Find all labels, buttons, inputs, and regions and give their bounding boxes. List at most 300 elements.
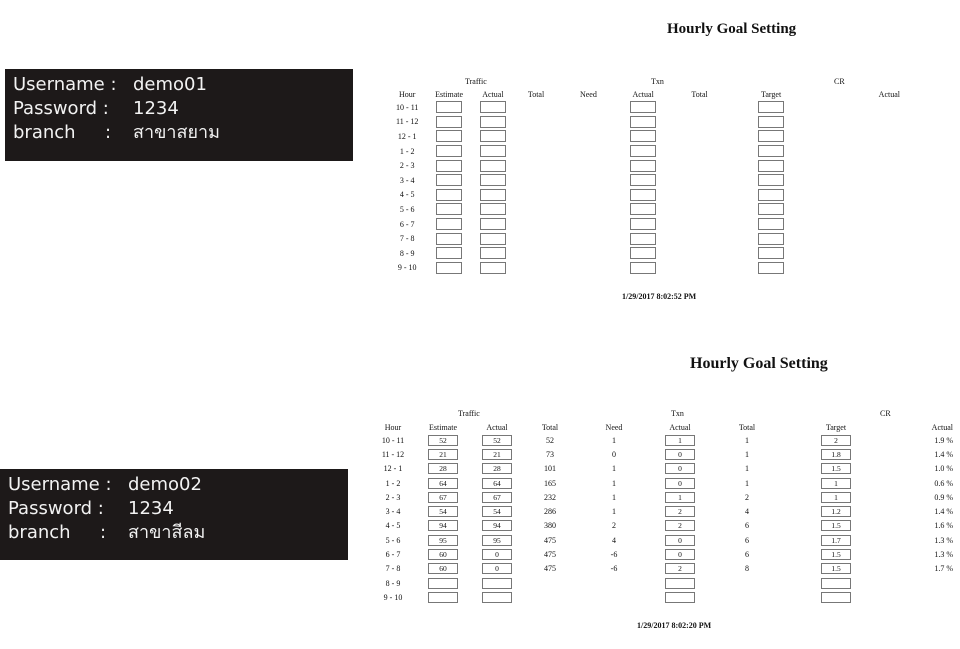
credentials-box-1	[5, 69, 353, 161]
table-row	[373, 490, 953, 504]
actual-input[interactable]: 94	[482, 520, 512, 531]
need-cell	[560, 115, 617, 130]
estimate-input[interactable]: 94	[428, 520, 458, 531]
actual-input[interactable]: 67	[482, 492, 512, 503]
estimate-cell	[424, 129, 473, 144]
need-cell	[560, 261, 617, 276]
txn-actual-cell	[617, 246, 670, 261]
estimate-cell	[413, 433, 473, 447]
target-cell	[783, 462, 889, 476]
username-label: Username :	[8, 474, 112, 495]
target-cell	[730, 246, 813, 261]
actual-input[interactable]	[480, 218, 506, 230]
txn-actual-cell	[617, 100, 670, 115]
total-cell: 380	[544, 521, 556, 531]
hour-cell: 9 - 10	[383, 592, 403, 602]
table-row	[373, 447, 953, 461]
need-cell: 0	[612, 449, 616, 459]
need-cell	[560, 144, 617, 159]
column-header-target: Target	[761, 90, 782, 99]
actual-input[interactable]	[482, 578, 512, 589]
hour-cell: 10 - 11	[381, 435, 405, 445]
actual-cell	[474, 217, 512, 232]
actual-input[interactable]: 52	[482, 435, 512, 446]
column-header-txn-actual: Actual	[632, 90, 654, 99]
actual-input[interactable]: 54	[482, 506, 512, 517]
need-cell	[560, 202, 617, 217]
target-cell	[783, 562, 889, 576]
txn-total-cell: 6	[745, 535, 749, 545]
target-input[interactable]	[758, 218, 784, 230]
actual-cell	[473, 590, 521, 604]
estimate-cell	[413, 547, 473, 561]
hour-cell: 2 - 3	[385, 492, 401, 502]
actual-input[interactable]	[480, 145, 506, 157]
target-input[interactable]	[758, 145, 784, 157]
cr-actual-cell: 1.3 %	[934, 550, 953, 560]
cr-actual-cell: 1.6 %	[934, 521, 953, 531]
txn-actual-input[interactable]	[630, 130, 656, 142]
txn-actual-input[interactable]: 0	[665, 549, 695, 560]
estimate-input[interactable]	[428, 592, 458, 603]
total-cell	[512, 246, 560, 261]
estimate-input[interactable]	[436, 160, 462, 172]
estimate-input[interactable]	[428, 578, 458, 589]
estimate-cell	[413, 504, 473, 518]
column-header-hour: Hour	[384, 423, 402, 432]
estimate-cell	[413, 590, 473, 604]
actual-input[interactable]: 28	[482, 463, 512, 474]
target-cell	[730, 261, 813, 276]
estimate-input[interactable]: 52	[428, 435, 458, 446]
column-header-need: Need	[605, 423, 623, 432]
target-cell	[730, 158, 813, 173]
actual-input[interactable]	[480, 130, 506, 142]
target-cell	[783, 547, 889, 561]
username-value: demo02	[128, 474, 202, 495]
table-row	[390, 231, 900, 246]
target-input[interactable]	[758, 101, 784, 113]
txn-actual-input[interactable]: 0	[665, 478, 695, 489]
actual-input[interactable]: 64	[482, 478, 512, 489]
hour-cell: 4 - 5	[399, 190, 415, 200]
estimate-cell	[413, 533, 473, 547]
column-header-need: Need	[579, 90, 597, 99]
actual-cell	[474, 246, 512, 261]
txn-actual-cell	[617, 144, 670, 159]
target-input[interactable]	[821, 592, 851, 603]
need-cell: 1	[612, 507, 616, 517]
target-input[interactable]	[758, 116, 784, 128]
column-header-cr-actual: Actual	[878, 90, 900, 99]
credentials-box-2	[0, 469, 348, 560]
txn-actual-cell	[649, 433, 711, 447]
hour-cell: 6 - 7	[385, 550, 401, 560]
hour-cell: 9 - 10	[397, 263, 417, 273]
txn-actual-input[interactable]: 1	[665, 435, 695, 446]
table-row	[390, 217, 900, 232]
txn-total-cell: 8	[745, 564, 749, 574]
estimate-input[interactable]: 21	[428, 449, 458, 460]
cr-actual-cell	[812, 100, 900, 115]
need-cell	[579, 590, 649, 604]
txn-actual-input[interactable]	[665, 592, 695, 603]
estimate-cell	[424, 246, 473, 261]
hour-cell: 10 - 11	[396, 102, 419, 112]
table-row	[390, 173, 900, 188]
actual-cell	[473, 462, 521, 476]
estimate-input[interactable]	[436, 145, 462, 157]
estimate-cell	[424, 261, 473, 276]
username-label: Username :	[13, 74, 117, 95]
target-cell	[783, 576, 889, 590]
total-cell: 165	[544, 478, 556, 488]
column-header-actual: Actual	[482, 90, 504, 99]
actual-input[interactable]	[480, 233, 506, 245]
target-cell	[730, 129, 813, 144]
target-cell	[783, 590, 889, 604]
actual-input[interactable]	[480, 116, 506, 128]
table-row	[373, 504, 953, 518]
estimate-input[interactable]: 67	[428, 492, 458, 503]
branch-value: สาขาสีลม	[128, 522, 206, 543]
target-input[interactable]: 1	[821, 492, 851, 503]
txn-actual-input[interactable]: 0	[665, 463, 695, 474]
table-row	[373, 519, 953, 533]
target-input[interactable]	[821, 578, 851, 589]
estimate-input[interactable]	[436, 174, 462, 186]
branch-colon: :	[100, 522, 107, 543]
hour-cell: 3 - 4	[385, 507, 401, 517]
actual-input[interactable]	[480, 160, 506, 172]
estimate-input[interactable]: 28	[428, 463, 458, 474]
page-title: Hourly Goal Setting	[690, 355, 828, 372]
column-header-txn-actual: Actual	[669, 423, 691, 432]
target-cell	[783, 519, 889, 533]
column-header-total: Total	[541, 423, 559, 432]
txn-actual-input[interactable]	[630, 101, 656, 113]
table-row	[390, 129, 900, 144]
table-row	[390, 100, 900, 115]
txn-actual-input[interactable]	[630, 160, 656, 172]
estimate-input[interactable]	[436, 130, 462, 142]
txn-actual-cell	[617, 158, 670, 173]
txn-actual-cell	[617, 202, 670, 217]
actual-cell	[474, 129, 512, 144]
need-cell: -6	[610, 564, 618, 574]
total-cell	[512, 217, 560, 232]
table-row	[373, 433, 953, 447]
txn-total-cell	[669, 173, 729, 188]
estimate-input[interactable]	[436, 233, 462, 245]
txn-actual-input[interactable]	[630, 218, 656, 230]
cr-actual-cell	[812, 261, 900, 276]
total-cell: 286	[544, 507, 556, 517]
need-cell	[560, 231, 617, 246]
actual-cell	[474, 202, 512, 217]
estimate-cell	[413, 576, 473, 590]
actual-input[interactable]	[480, 174, 506, 186]
header-row	[373, 422, 953, 433]
target-input[interactable]: 1.5	[821, 463, 851, 474]
estimate-input[interactable]: 95	[428, 535, 458, 546]
branch-value: สาขาสยาม	[133, 122, 221, 143]
txn-actual-input[interactable]	[630, 203, 656, 215]
txn-actual-cell	[649, 462, 711, 476]
txn-actual-input[interactable]: 1	[665, 492, 695, 503]
txn-actual-input[interactable]: 2	[665, 506, 695, 517]
txn-actual-cell	[649, 476, 711, 490]
target-cell	[730, 173, 813, 188]
need-cell	[560, 173, 617, 188]
estimate-input[interactable]	[436, 247, 462, 259]
hour-cell: 4 - 5	[385, 521, 401, 531]
need-cell: 2	[612, 521, 616, 531]
total-cell: 101	[544, 464, 556, 474]
txn-actual-cell	[617, 231, 670, 246]
txn-actual-cell	[617, 217, 670, 232]
estimate-input[interactable]: 64	[428, 478, 458, 489]
target-input[interactable]	[758, 174, 784, 186]
actual-cell	[473, 576, 521, 590]
actual-cell	[474, 231, 512, 246]
txn-total-cell	[711, 590, 783, 604]
cr-actual-cell	[812, 129, 900, 144]
table-row	[390, 188, 900, 203]
password-label: Password :	[13, 98, 109, 119]
actual-input[interactable]: 21	[482, 449, 512, 460]
target-cell	[783, 490, 889, 504]
goal-table	[390, 89, 900, 275]
branch-label: branch	[13, 122, 76, 143]
table-row	[373, 562, 953, 576]
estimate-input[interactable]	[436, 189, 462, 201]
cr-actual-cell	[812, 158, 900, 173]
target-input[interactable]	[758, 233, 784, 245]
target-input[interactable]: 1.5	[821, 549, 851, 560]
cr-actual-cell	[812, 144, 900, 159]
table-row	[390, 144, 900, 159]
actual-input[interactable]	[480, 262, 506, 274]
need-cell	[560, 246, 617, 261]
txn-actual-input[interactable]: 2	[665, 520, 695, 531]
hour-cell: 2 - 3	[399, 161, 415, 171]
cr-actual-cell: 1.7 %	[934, 564, 953, 574]
total-cell	[512, 202, 560, 217]
cr-actual-cell	[889, 576, 953, 590]
estimate-input[interactable]	[436, 218, 462, 230]
total-cell	[512, 173, 560, 188]
txn-total-cell	[669, 202, 729, 217]
estimate-input[interactable]	[436, 203, 462, 215]
password-value: 1234	[128, 498, 174, 519]
estimate-cell	[424, 100, 473, 115]
target-input[interactable]: 1.5	[821, 563, 851, 574]
txn-actual-cell	[649, 562, 711, 576]
actual-cell	[473, 476, 521, 490]
estimate-cell	[424, 115, 473, 130]
txn-actual-input[interactable]	[630, 262, 656, 274]
cr-actual-cell	[812, 246, 900, 261]
total-cell: 475	[544, 550, 556, 560]
estimate-input[interactable]: 60	[428, 563, 458, 574]
total-cell	[512, 158, 560, 173]
table-row	[373, 533, 953, 547]
txn-actual-cell	[649, 533, 711, 547]
txn-actual-input[interactable]	[630, 174, 656, 186]
actual-input[interactable]	[482, 592, 512, 603]
txn-total-cell: 6	[745, 521, 749, 531]
cr-actual-cell: 1.3 %	[934, 535, 953, 545]
txn-total-cell	[669, 129, 729, 144]
hour-cell: 3 - 4	[399, 175, 415, 185]
actual-input[interactable]: 0	[482, 549, 512, 560]
table-row	[373, 476, 953, 490]
estimate-cell	[424, 217, 473, 232]
txn-actual-input[interactable]: 0	[665, 449, 695, 460]
table-row	[390, 158, 900, 173]
txn-total-cell: 1	[745, 435, 749, 445]
txn-actual-input[interactable]: 0	[665, 535, 695, 546]
target-input[interactable]: 1.2	[821, 506, 851, 517]
table-row	[373, 547, 953, 561]
need-cell	[560, 158, 617, 173]
actual-input[interactable]: 95	[482, 535, 512, 546]
need-cell	[560, 217, 617, 232]
target-input[interactable]: 1	[821, 478, 851, 489]
txn-total-cell	[711, 576, 783, 590]
need-cell: 1	[612, 435, 616, 445]
password-value: 1234	[133, 98, 179, 119]
column-header-estimate: Estimate	[429, 423, 457, 432]
target-cell	[783, 533, 889, 547]
target-input[interactable]: 1.5	[821, 520, 851, 531]
total-cell	[512, 261, 560, 276]
txn-actual-input[interactable]	[665, 578, 695, 589]
header-row	[390, 89, 900, 100]
cr-actual-cell: 1.9 %	[934, 435, 953, 445]
target-cell	[783, 447, 889, 461]
cr-actual-cell: 0.6 %	[934, 478, 953, 488]
target-input[interactable]	[758, 203, 784, 215]
estimate-cell	[424, 202, 473, 217]
need-cell	[560, 188, 617, 203]
txn-actual-cell	[617, 188, 670, 203]
estimate-input[interactable]	[436, 101, 462, 113]
group-label-traffic: Traffic	[458, 409, 480, 418]
table-row	[373, 462, 953, 476]
txn-actual-input[interactable]	[630, 116, 656, 128]
txn-total-cell	[669, 100, 729, 115]
actual-input[interactable]	[480, 189, 506, 201]
estimate-input[interactable]: 54	[428, 506, 458, 517]
actual-input[interactable]: 0	[482, 563, 512, 574]
target-input[interactable]: 1.8	[821, 449, 851, 460]
need-cell: 1	[612, 478, 616, 488]
actual-cell	[474, 144, 512, 159]
txn-total-cell	[669, 231, 729, 246]
target-input[interactable]	[758, 189, 784, 201]
txn-total-cell: 1	[745, 478, 749, 488]
actual-cell	[474, 158, 512, 173]
txn-total-cell	[669, 188, 729, 203]
actual-cell	[473, 547, 521, 561]
need-cell	[560, 100, 617, 115]
total-cell: 52	[546, 435, 554, 445]
total-cell	[521, 576, 579, 590]
column-header-estimate: Estimate	[435, 90, 464, 99]
hour-cell: 1 - 2	[385, 478, 401, 488]
actual-cell	[474, 115, 512, 130]
group-label-traffic: Traffic	[465, 77, 487, 86]
hour-cell: 12 - 1	[383, 464, 403, 474]
estimate-input[interactable]	[436, 262, 462, 274]
target-cell	[783, 476, 889, 490]
cr-actual-cell: 0.9 %	[934, 492, 953, 502]
hour-cell: 5 - 6	[399, 204, 415, 214]
txn-total-cell	[669, 261, 729, 276]
txn-total-cell	[669, 144, 729, 159]
txn-actual-input[interactable]	[630, 189, 656, 201]
txn-actual-input[interactable]	[630, 145, 656, 157]
target-cell	[783, 504, 889, 518]
estimate-cell	[413, 490, 473, 504]
table-row	[390, 202, 900, 217]
estimate-input[interactable]: 60	[428, 549, 458, 560]
hour-cell: 11 - 12	[381, 449, 405, 459]
txn-actual-input[interactable]: 2	[665, 563, 695, 574]
hour-cell: 8 - 9	[385, 578, 401, 588]
actual-input[interactable]	[480, 101, 506, 113]
total-cell	[512, 129, 560, 144]
actual-input[interactable]	[480, 203, 506, 215]
txn-total-cell	[669, 115, 729, 130]
need-cell	[579, 576, 649, 590]
need-cell: -6	[610, 550, 618, 560]
cr-actual-cell	[812, 173, 900, 188]
hour-cell: 6 - 7	[399, 219, 415, 229]
need-cell: 1	[612, 464, 616, 474]
txn-actual-cell	[649, 576, 711, 590]
total-cell	[512, 115, 560, 130]
target-input[interactable]: 1.7	[821, 535, 851, 546]
target-input[interactable]	[758, 130, 784, 142]
total-cell: 475	[544, 564, 556, 574]
target-input[interactable]	[758, 262, 784, 274]
txn-total-cell	[669, 158, 729, 173]
total-cell	[512, 144, 560, 159]
group-label-cr: CR	[834, 77, 845, 86]
total-cell	[512, 100, 560, 115]
txn-actual-input[interactable]	[630, 233, 656, 245]
target-input[interactable]	[758, 247, 784, 259]
txn-total-cell: 6	[745, 550, 749, 560]
actual-cell	[474, 188, 512, 203]
estimate-cell	[424, 231, 473, 246]
need-cell: 4	[612, 535, 616, 545]
txn-actual-input[interactable]	[630, 247, 656, 259]
table-row	[373, 590, 953, 604]
target-input[interactable]: 2	[821, 435, 851, 446]
txn-total-cell: 1	[745, 464, 749, 474]
table-row	[390, 246, 900, 261]
target-input[interactable]	[758, 160, 784, 172]
target-cell	[783, 433, 889, 447]
actual-cell	[474, 100, 512, 115]
actual-input[interactable]	[480, 247, 506, 259]
estimate-input[interactable]	[436, 116, 462, 128]
estimate-cell	[424, 173, 473, 188]
